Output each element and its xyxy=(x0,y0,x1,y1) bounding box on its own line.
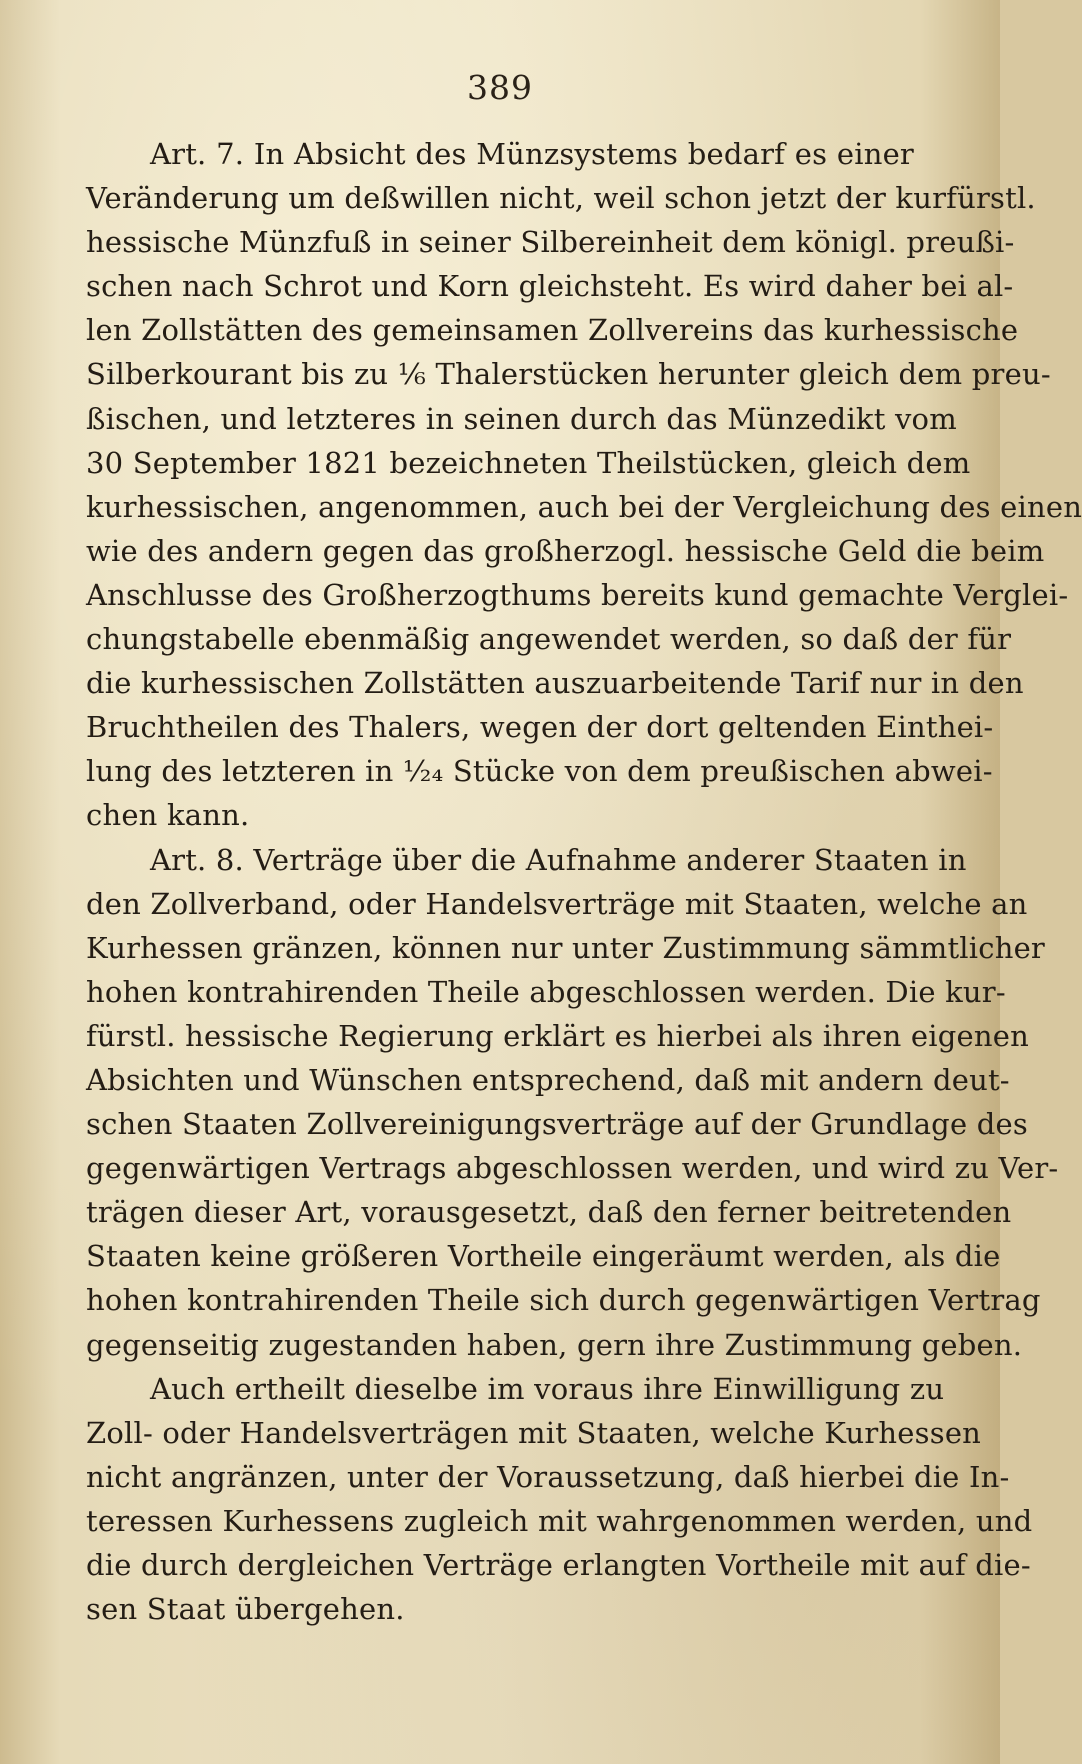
text-line: wie des andern gegen das großherzogl. hessische Geld die beim xyxy=(86,533,1045,568)
text-line: die durch dergleichen Verträge erlangten Vortheile mit auf die- xyxy=(86,1548,1031,1582)
text-line: trägen dieser Art, vorausgesetzt, daß den ferner beitretenden xyxy=(86,1195,1012,1230)
text-line: hohen kontrahirenden Theile abgeschlossen werden. Die kur- xyxy=(86,974,1006,1009)
text-line: Art. 8. Verträge über die Aufnahme anderer Staaten in xyxy=(150,842,967,877)
text-line: gegenseitig zugestanden haben, gern ihre Zustimmung geben. xyxy=(86,1327,1023,1362)
body-text xyxy=(86,132,1082,1631)
text-line: Art. 7. In Absicht des Münzsystems bedarf es einer xyxy=(150,137,914,171)
text-line: chen kann. xyxy=(86,798,250,833)
text-line: schen nach Schrot und Korn gleichsteht. Es wird daher bei al- xyxy=(86,269,1014,304)
text-line: len Zollstätten des gemeinsamen Zollvereins das kurhessische xyxy=(86,313,1019,348)
text-line: Silberkourant bis zu ⅙ Thalerstücken herunter gleich dem preu- xyxy=(86,357,1051,392)
text-line: fürstl. hessische Regierung erklärt es hierbei als ihren eigenen xyxy=(86,1018,1029,1053)
text-line: Absichten und Wünschen entsprechend, daß mit andern deut- xyxy=(86,1062,1010,1097)
text-line: lung des letzteren in ¹⁄₂₄ Stücke von dem preußischen abwei- xyxy=(86,754,993,789)
text-line: schen Staaten Zollvereinigungsverträge auf der Grundlage des xyxy=(86,1107,1028,1142)
text-line: Auch ertheilt dieselbe im voraus ihre Einwilligung zu xyxy=(150,1371,945,1406)
text-line: nicht angränzen, unter der Voraussetzung, daß hierbei die In- xyxy=(86,1459,1010,1494)
text-line: Bruchtheilen des Thalers, wegen der dort geltenden Einthei- xyxy=(86,710,994,745)
text-line: den Zollverband, oder Handelsverträge mit Staaten, welche an xyxy=(86,886,1028,921)
text-line: Veränderung um deßwillen nicht, weil schon jetzt der kurfürstl. xyxy=(86,181,1036,216)
page-number: 389 xyxy=(467,68,533,107)
text-line: hessische Münzfuß in seiner Silbereinheit dem königl. preußi- xyxy=(86,225,1015,260)
text-line: Kurhessen gränzen, können nur unter Zustimmung sämmtlicher xyxy=(86,930,1045,965)
text-line: chungstabelle ebenmäßig angewendet werden, so daß der für xyxy=(86,622,1012,657)
text-line: gegenwärtigen Vertrags abgeschlossen werden, und wird zu Ver- xyxy=(86,1151,1059,1186)
text-line: hohen kontrahirenden Theile sich durch gegenwärtigen Vertrag xyxy=(86,1283,1041,1318)
text-line: teressen Kurhessens zugleich mit wahrgenommen werden, und xyxy=(86,1503,1033,1538)
text-line: Zoll- oder Handelsverträgen mit Staaten, welche Kurhessen xyxy=(86,1415,982,1450)
text-line: sen Staat übergehen. xyxy=(86,1592,405,1627)
text-line: 30 September 1821 bezeichneten Theilstücken, gleich dem xyxy=(86,445,971,480)
text-line: kurhessischen, angenommen, auch bei der Vergleichung des einen xyxy=(86,489,1082,524)
text-line: Staaten keine größeren Vortheile eingeräumt werden, als die xyxy=(86,1239,1001,1274)
text-line: ßischen, und letzteres in seinen durch das Münzedikt vom xyxy=(86,401,957,436)
text-line: Anschlusse des Großherzogthums bereits kund gemachte Verglei- xyxy=(86,577,1069,612)
text-line: die kurhessischen Zollstätten auszuarbeitende Tarif nur in den xyxy=(86,666,1024,701)
